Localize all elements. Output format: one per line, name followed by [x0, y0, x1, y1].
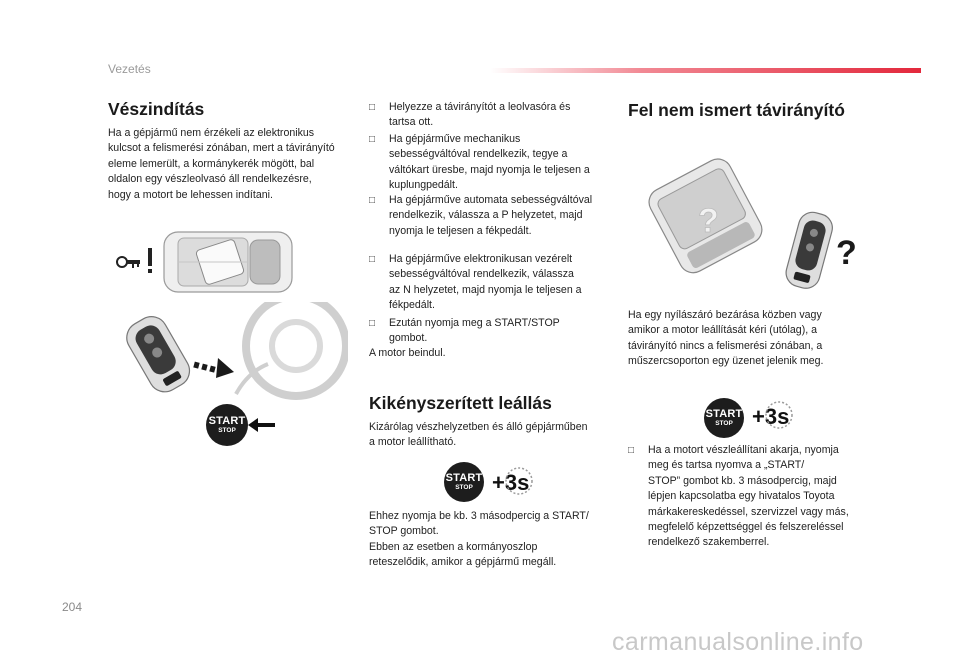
page-number: 204 [62, 600, 83, 614]
engine-starts-text: A motor beindul. [369, 347, 446, 359]
checkbox-icon: □ [628, 445, 635, 456]
car-top-view-illustration [108, 226, 298, 296]
key-fob-illustration [780, 206, 836, 296]
start-stop-button: START STOP [704, 398, 744, 438]
arrow-left-icon [248, 416, 276, 434]
key-warning-icon [117, 248, 152, 273]
key-fob-steering-illustration [118, 302, 348, 402]
forced-stop-instructions: Ehhez nyomja be kb. 3 másodpercig a START/ STOP gombot. Ebben az esetben a kormányoszlop reteszelődik, amikor a gépjármű megáll. [369, 510, 589, 569]
plus-3s-label: +3s [752, 404, 790, 429]
timer-ring-icon [764, 400, 794, 430]
start-stop-button: START STOP [206, 404, 248, 446]
question-mark-icon: ? [836, 234, 857, 272]
header-divider [490, 68, 921, 73]
title-unrecognized-remote: Fel nem ismert távirányító [628, 100, 845, 120]
checkbox-icon: □ [369, 254, 376, 265]
plus-3s-label: +3s [492, 470, 530, 495]
checkbox-icon: □ [369, 102, 376, 113]
intro-paragraph: Ha a gépjármű nem érzékeli az elektronikus kulcsot a felismerési zónában, mert a távirányító eleme lemerült, a kormánykerék mögött, bal oldalon egy vészleolvasó áll rendelkezésre, hogy a motort be lehessen indítani. [108, 127, 335, 201]
title-emergency-start: Vészindítás [108, 99, 205, 119]
car-unrecognized-illustration [630, 150, 780, 280]
svg-text:?: ? [698, 202, 719, 240]
checkbox-icon: □ [369, 195, 376, 206]
start-stop-button: START STOP [444, 462, 484, 502]
section-label: Vezetés [108, 62, 151, 76]
checkbox-icon: □ [369, 318, 376, 329]
title-forced-stop: Kikényszerített leállás [369, 393, 552, 413]
watermark: carmanualsonline.info [612, 628, 864, 656]
checkbox-icon: □ [369, 134, 376, 145]
timer-ring-icon [504, 466, 534, 496]
unrecognized-paragraph: Ha egy nyílászáró bezárása közben vagy amikor a motor leállítását kéri (utólag), a távirányító nincs a felismerési zónában, a műszercsoporton egy üzenet jelenik meg. [628, 309, 824, 368]
forced-stop-paragraph: Kizárólag vészhelyzetben és álló gépjárműben a motor leállítható. [369, 421, 588, 449]
arrow-icon [193, 358, 234, 378]
